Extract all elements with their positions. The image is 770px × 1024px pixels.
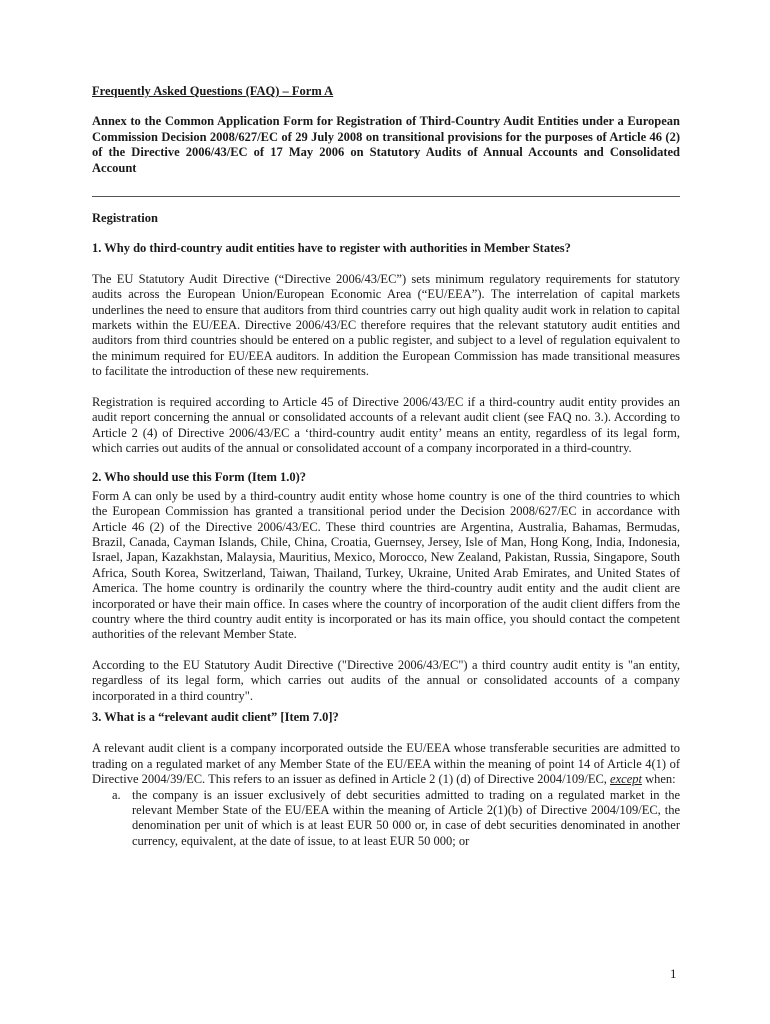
list-item-text: the company is an issuer exclusively of debt securities admitted to trading on a regulated market in the relevant Member State of the EU/EEA within the meaning of Article 2(1)(b) of Directive 2004/109/EC, the denomination per unit of which is at least EUR 50 000 or, in case of debt securities denominated in another currency, equivalent, at the date of issue, to at least EUR 50 000; or: [132, 787, 680, 848]
faq-answer-1-paragraph-1: The EU Statutory Audit Directive (“Directive 2006/43/EC”) sets minimum regulatory requirements for statutory audits across the European Union/European Economic Area (“EU/EEA”). The interrelation of capital markets underlines the need to ensure that auditors from third countries carry out high quality audit work in relation to capital markets within the EU/EEA. Directive 2006/43/EC therefore requires that the relevant statutory audit entities and auditors from third countries should be entered on a public register, and subject to a level of regulation equivalent to the minimum required for EU/EEA auditors. In addition the European Commission has made transitional measures to facilitate the introduction of these new requirements.: [92, 271, 680, 379]
section-divider: [92, 196, 680, 197]
faq-answer-1-paragraph-2: Registration is required according to Article 45 of Directive 2006/43/EC if a third-country audit entity provides an audit report concerning the annual or consolidated accounts of a relevant audit client (see FAQ no. 3.). According to Article 2 (4) of Directive 2006/43/EC a ‘third-country audit entity’ means an entity, regardless of its legal form, which carries out audits of the annual or consolidated account of a company incorporated in a third-country.: [92, 394, 680, 455]
list-item: [112, 788, 680, 850]
faq-question-2: 2. Who should use this Form (Item 1.0)?: [92, 470, 307, 485]
document-page: [92, 84, 680, 849]
page-number: 1: [670, 966, 677, 981]
exception-list: [92, 788, 680, 850]
list-item-marker: a.: [112, 787, 121, 802]
faq-answer-2-paragraph-2: According to the EU Statutory Audit Directive ("Directive 2006/43/EC") a third country audit entity is "an entity, regardless of its legal form, which carries out audits of the annual or consolidated accounts of a company incorporated in a third country".: [92, 657, 680, 703]
faq-answer-3-paragraph-1: [92, 741, 680, 787]
answer-3-emphasis: except: [610, 772, 642, 787]
faq-answer-2-paragraph-1: Form A can only be used by a third-country audit entity whose home country is one of the third countries to which the European Commission has granted a transitional period under the Decision 2008/627/EC in accordance with Article 46 (2) of the Directive 2006/43/EC. These third countries are Argentina, Australia, Bahamas, Bermudas, Brazil, Canada, Cayman Islands, Chile, China, Croatia, Guernsey, Jersey, Isle of Man, Hong Kong, India, Indonesia, Israel, Japan, Kazakhstan, Malaysia, Mauritius, Mexico, Morocco, New Zealand, Pakistan, Russia, Singapore, South Africa, South Korea, Switzerland, Taiwan, Thailand, Turkey, Ukraine, United Arab Emirates, and United States of America. The home country is ordinarily the country where the third-country audit entity and the audit client are incorporated or have their main office. In cases where the country of incorporation of the audit client differs from the country where the third country audit entity is incorporated or has its main office, you should contact the competent authorities of the relevant Member State.: [92, 488, 680, 642]
document-title: Frequently Asked Questions (FAQ) – Form A: [92, 84, 334, 98]
section-heading-registration: Registration: [92, 211, 158, 226]
annex-heading: Annex to the Common Application Form for Registration of Third-Country Audit Entities under a European Commission Decision 2008/627/EC of 29 July 2008 on transitional provisions for the purposes of Article 46 (2) of the Directive 2006/43/EC of 17 May 2006 on Statutory Audits of Annual Accounts and Consolidated Account: [92, 114, 680, 175]
answer-3-text-after: when:: [641, 772, 676, 787]
faq-question-3: 3. What is a “relevant audit client” [Item 7.0]?: [92, 710, 339, 724]
faq-question-1: 1. Why do third-country audit entities have to register with authorities in Member States?: [92, 241, 571, 256]
answer-3-text-before: A relevant audit client is a company incorporated outside the EU/EEA whose transferable securities are admitted to trading on a regulated market of any Member State of the EU/EEA within the meaning of point 14 of Article 4(1) of Directive 2004/39/EC. This refers to an issuer as defined in Article 2 (1) (d) of Directive 2004/109/EC,: [92, 741, 680, 787]
